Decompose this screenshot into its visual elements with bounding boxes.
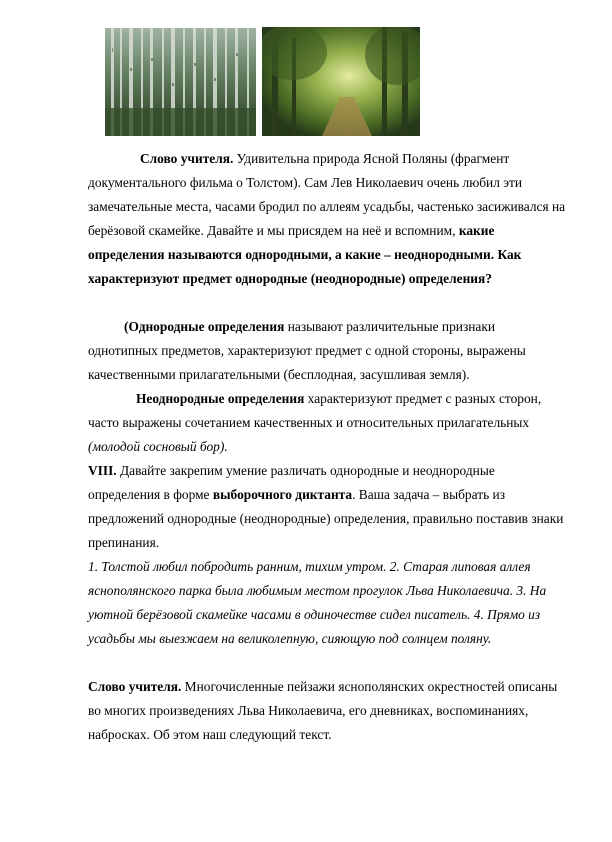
paragraph-text: характеризуют предмет с разных сторон, часто выражены сочетанием качественных и относительных прилагательных: [88, 391, 542, 430]
term-homogeneous: (Однородные определения: [124, 319, 285, 334]
example-text: (молодой сосновый бор).: [88, 439, 228, 454]
teacher-word-paragraph-1: [88, 147, 566, 291]
birch-forest-photo: [105, 28, 256, 136]
term-heterogeneous: Неоднородные определения: [136, 391, 305, 406]
paragraph-text: Удивительна природа Ясной Поляны (фрагмент документального фильма о Толстом). Сам Лев Николаевич очень любил эти замечательные места, часами бродил по аллеям усадьбы, частенько засиживался на берёзовой скамейке. Давайте и мы присядем на неё и вспомним,: [88, 151, 566, 238]
dictation-term: выборочного диктанта: [212, 487, 353, 502]
teacher-word-label: Слово учителя.: [140, 151, 234, 166]
sentences-text: 1. Толстой любил побродить ранним, тихим утром. 2. Старая липовая аллея яснополянского парка была любимым местом прогулок Льва Николаевича. 3. На уютной берёзовой скамейке часами в одиночестве сидел писатель. 4. Прямо из усадьбы мы выезжаем на великолепную, сияющую под солнцем поляну.: [88, 559, 547, 646]
paragraph-text: Многочисленные пейзажи яснополянских окрестностей описаны во многих произведениях Льва Николаевича, его дневниках, воспоминаниях, набросках. Об этом наш следующий текст.: [88, 679, 558, 742]
heterogeneous-definitions-paragraph: [88, 387, 566, 459]
homogeneous-definitions-paragraph: [88, 315, 566, 387]
section-number: VIII.: [88, 463, 117, 478]
question-text: какие определения называются однородными, а какие – неоднородными. Как характеризуют предмет однородные (неоднородные) определения?: [88, 223, 522, 286]
paragraph-text: . Ваша задача – выбрать из предложений однородные (неоднородные) определения, правильно поставив знаки препинания.: [88, 487, 564, 550]
paragraph-text: называют различительные признаки однотипных предметов, характеризуют предмет с одной стороны, выражены качественными прилагательными (бесплодная, засушливая земля).: [88, 319, 526, 382]
park-alley-photo: [262, 27, 420, 136]
teacher-word-label: Слово учителя.: [88, 679, 182, 694]
dictation-sentences: [88, 555, 566, 651]
teacher-word-paragraph-2: [88, 675, 566, 747]
paragraph-text: Давайте закрепим умение различать однородные и неоднородные определения в форме: [88, 463, 495, 502]
task-paragraph: [88, 459, 566, 555]
